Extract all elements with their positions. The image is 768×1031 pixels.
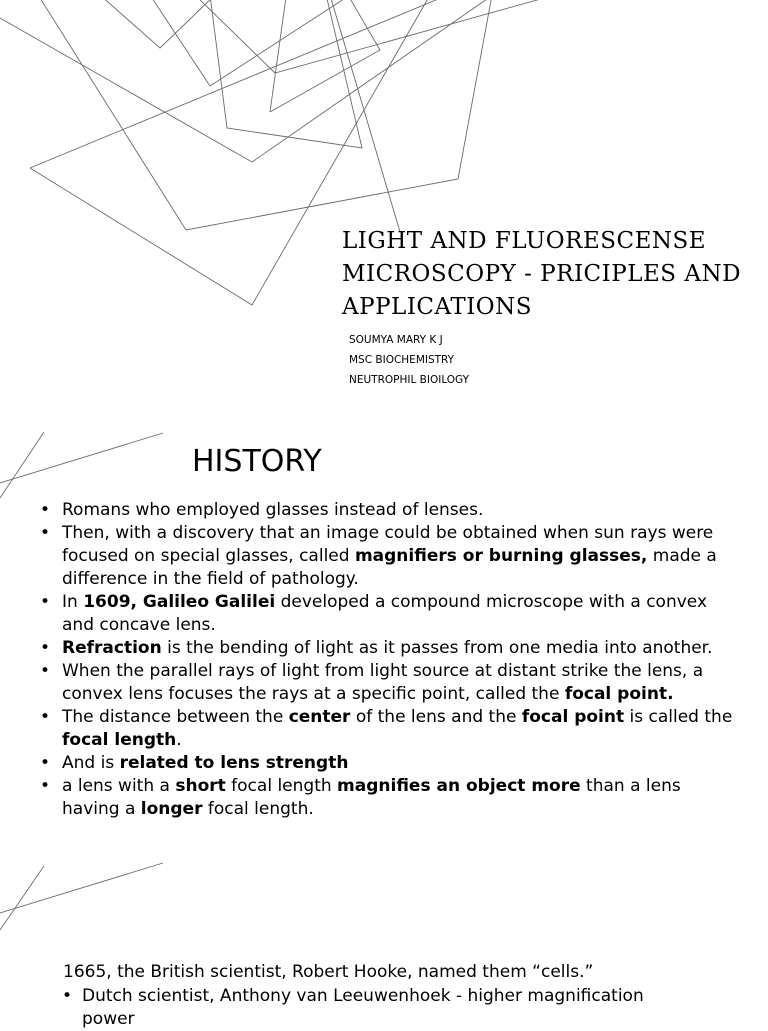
bold-text: focal point (521, 707, 625, 727)
deco-line (35, 0, 492, 230)
history-bullet-list (38, 499, 738, 821)
hooke-line: 1665, the British scientist, Robert Hooke, named them “cells.” (63, 962, 594, 982)
text-run: Romans who employed glasses instead of lenses. (62, 500, 484, 520)
text-run: . (176, 730, 182, 750)
list-item: • Dutch scientist, Anthony van Leeuwenhoek - higher magnification power (62, 985, 662, 1031)
bold-text: short (175, 776, 226, 796)
deco-line (270, 0, 287, 112)
bold-text: related to lens strength (119, 753, 349, 773)
bold-text: magnifiers or burning glasses, (354, 546, 648, 566)
bold-text: focal length (62, 730, 177, 750)
author-name: SOUMYA MARY K J (349, 334, 443, 346)
deco-line (270, 0, 380, 112)
deco-line (150, 0, 350, 86)
author-topic: NEUTROPHIL BIOILOGY (349, 374, 470, 386)
bold-text: focal point. (564, 684, 674, 704)
list-item (38, 591, 738, 637)
bold-text: 1609, Galileo Galilei (83, 592, 276, 612)
text-run: And is (62, 753, 120, 773)
history-heading: HISTORY (192, 444, 322, 479)
list-item (38, 660, 738, 706)
text-run: focal length. (202, 799, 314, 819)
deco-line (0, 0, 500, 162)
list-item (38, 637, 738, 660)
list-item (38, 706, 738, 752)
text-run: Then, with a discovery that an image could be obtained when sun rays were focused on special glasses, called (62, 523, 714, 566)
bold-text: center (288, 707, 351, 727)
text-run: focal length (225, 776, 338, 796)
slide-title: LIGHT AND FLUORESCENSE MICROSCOPY - PRICIPLES AND APPLICATIONS (342, 228, 742, 320)
list-item (38, 522, 738, 591)
text-run: In (62, 592, 84, 612)
text-run: is the bending of light as it passes from one media into another. (161, 638, 713, 658)
deco-line (195, 0, 555, 73)
text-run: developed a compound microscope with a convex and concave lens. (62, 592, 708, 635)
list-item (38, 499, 738, 522)
text-run: When the parallel rays of light from light source at distant strike the lens, a convex lens focuses the rays at a specific point, called the (62, 661, 704, 704)
list-item (38, 775, 738, 821)
text-run: The distance between the (62, 707, 289, 727)
text-run: of the lens and the (350, 707, 522, 727)
text-run: a lens with a (62, 776, 176, 796)
cells-bullet-list (62, 985, 662, 1031)
list-item (38, 752, 738, 775)
author-program: MSC BIOCHEMISTRY (349, 354, 455, 366)
deco-line (210, 0, 362, 148)
text-run: is called the (624, 707, 733, 727)
deco-line (330, 0, 400, 232)
bold-text: magnifies an object more (337, 776, 581, 796)
deco-line (100, 0, 215, 48)
deco-line (0, 866, 44, 930)
bold-text: longer (140, 799, 203, 819)
deco-line (0, 432, 44, 498)
text-run: than a lens having a (62, 776, 681, 819)
bold-text: Refraction (62, 638, 162, 658)
text-run: made a difference in the field of pathology. (62, 546, 717, 589)
deco-line (0, 863, 163, 913)
deco-line (0, 433, 163, 483)
